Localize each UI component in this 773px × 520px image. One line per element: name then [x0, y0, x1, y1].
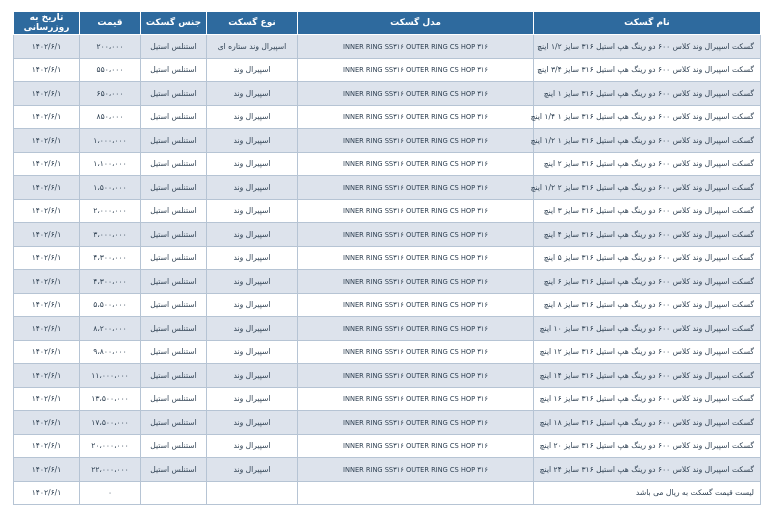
price-table-container	[13, 11, 760, 505]
cell-model	[298, 481, 534, 505]
cell-name: گسکت اسپیرال وند کلاس ۶۰۰ دو رینگ هپ استیل ۳۱۶ سایز ۵ اینچ	[534, 246, 761, 270]
cell-date: ۱۴۰۲/۶/۱	[14, 387, 80, 411]
table-row	[14, 458, 761, 482]
table-row	[14, 223, 761, 247]
cell-date: ۱۴۰۲/۶/۱	[14, 364, 80, 388]
cell-model: INNER RING SS۳۱۶ OUTER RING CS HOP ۳۱۶	[298, 364, 534, 388]
cell-model: INNER RING SS۳۱۶ OUTER RING CS HOP ۳۱۶	[298, 82, 534, 106]
cell-type: اسپیرال وند	[207, 176, 298, 200]
cell-type: اسپیرال وند	[207, 293, 298, 317]
cell-date: ۱۴۰۲/۶/۱	[14, 129, 80, 153]
cell-type: اسپیرال وند	[207, 129, 298, 153]
cell-date: ۱۴۰۲/۶/۱	[14, 82, 80, 106]
cell-date: ۱۴۰۲/۶/۱	[14, 340, 80, 364]
cell-name: گسکت اسپیرال وند کلاس ۶۰۰ دو رینگ هپ استیل ۳۱۶ سایز ۱ اینچ	[534, 82, 761, 106]
cell-model: INNER RING SS۳۱۶ OUTER RING CS HOP ۳۱۶	[298, 199, 534, 223]
cell-date: ۱۴۰۲/۶/۱	[14, 270, 80, 294]
cell-date: ۱۴۰۲/۶/۱	[14, 317, 80, 341]
cell-type: اسپیرال وند	[207, 246, 298, 270]
cell-date: ۱۴۰۲/۶/۱	[14, 199, 80, 223]
cell-model: INNER RING SS۳۱۶ OUTER RING CS HOP ۳۱۶	[298, 223, 534, 247]
cell-date: ۱۴۰۲/۶/۱	[14, 176, 80, 200]
cell-material: استنلس استیل	[141, 340, 207, 364]
cell-price: ۱،۰۰۰،۰۰۰	[80, 129, 141, 153]
cell-price: ۵۵۰،۰۰۰	[80, 58, 141, 82]
cell-model: INNER RING SS۳۱۶ OUTER RING CS HOP ۳۱۶	[298, 270, 534, 294]
table-row	[14, 199, 761, 223]
cell-model: INNER RING SS۳۱۶ OUTER RING CS HOP ۳۱۶	[298, 458, 534, 482]
cell-type: اسپیرال وند	[207, 434, 298, 458]
cell-price: ۴،۳۰۰،۰۰۰	[80, 270, 141, 294]
cell-model: INNER RING SS۳۱۶ OUTER RING CS HOP ۳۱۶	[298, 387, 534, 411]
cell-name: گسکت اسپیرال وند کلاس ۶۰۰ دو رینگ هپ استیل ۳۱۶ سایز ۲۰ اینچ	[534, 434, 761, 458]
cell-type: اسپیرال وند	[207, 364, 298, 388]
cell-material: استنلس استیل	[141, 35, 207, 59]
cell-model: INNER RING SS۳۱۶ OUTER RING CS HOP ۳۱۶	[298, 434, 534, 458]
cell-material: استنلس استیل	[141, 246, 207, 270]
cell-model: INNER RING SS۳۱۶ OUTER RING CS HOP ۳۱۶	[298, 340, 534, 364]
cell-type: اسپیرال وند	[207, 270, 298, 294]
cell-date: ۱۴۰۲/۶/۱	[14, 434, 80, 458]
cell-price: ۹،۸۰۰،۰۰۰	[80, 340, 141, 364]
cell-price: ۴،۳۰۰،۰۰۰	[80, 246, 141, 270]
cell-price: ۱۱،۰۰۰،۰۰۰	[80, 364, 141, 388]
cell-date: ۱۴۰۲/۶/۱	[14, 105, 80, 129]
table-row	[14, 82, 761, 106]
cell-model: INNER RING SS۳۱۶ OUTER RING CS HOP ۳۱۶	[298, 152, 534, 176]
table-row	[14, 35, 761, 59]
cell-price: ۱،۵۰۰،۰۰۰	[80, 176, 141, 200]
header-name: نام گسکت	[534, 12, 761, 35]
cell-price: ۲۲،۰۰۰،۰۰۰	[80, 458, 141, 482]
cell-type: اسپیرال وند	[207, 223, 298, 247]
cell-material: استنلس استیل	[141, 434, 207, 458]
cell-name: گسکت اسپیرال وند کلاس ۶۰۰ دو رینگ هپ استیل ۳۱۶ سایز ۱ ۱/۲ اینچ	[534, 129, 761, 153]
cell-model: INNER RING SS۳۱۶ OUTER RING CS HOP ۳۱۶	[298, 411, 534, 435]
cell-material	[141, 481, 207, 505]
table-row	[14, 129, 761, 153]
cell-date: ۱۴۰۲/۶/۱	[14, 58, 80, 82]
cell-material: استنلس استیل	[141, 199, 207, 223]
cell-price: ۱۷،۵۰۰،۰۰۰	[80, 411, 141, 435]
header-type: نوع گسکت	[207, 12, 298, 35]
cell-date: ۱۴۰۲/۶/۱	[14, 223, 80, 247]
table-header-row	[14, 12, 761, 35]
cell-name: گسکت اسپیرال وند کلاس ۶۰۰ دو رینگ هپ استیل ۳۱۶ سایز ۱۰ اینچ	[534, 317, 761, 341]
cell-name: گسکت اسپیرال وند کلاس ۶۰۰ دو رینگ هپ استیل ۳۱۶ سایز ۶ اینچ	[534, 270, 761, 294]
cell-material: استنلس استیل	[141, 387, 207, 411]
cell-name: گسکت اسپیرال وند کلاس ۶۰۰ دو رینگ هپ استیل ۳۱۶ سایز ۱۸ اینچ	[534, 411, 761, 435]
cell-date: ۱۴۰۲/۶/۱	[14, 411, 80, 435]
cell-type: اسپیرال وند	[207, 340, 298, 364]
cell-price: ۶۵۰،۰۰۰	[80, 82, 141, 106]
cell-date: ۱۴۰۲/۶/۱	[14, 481, 80, 505]
cell-name: گسکت اسپیرال وند کلاس ۶۰۰ دو رینگ هپ استیل ۳۱۶ سایز ۴ اینچ	[534, 223, 761, 247]
cell-model: INNER RING SS۳۱۶ OUTER RING CS HOP ۳۱۶	[298, 176, 534, 200]
cell-name: گسکت اسپیرال وند کلاس ۶۰۰ دو رینگ هپ استیل ۳۱۶ سایز ۱ ۱/۴ اینچ	[534, 105, 761, 129]
header-model: مدل گسکت	[298, 12, 534, 35]
cell-price: ۰	[80, 481, 141, 505]
table-row	[14, 434, 761, 458]
cell-material: استنلس استیل	[141, 82, 207, 106]
table-row	[14, 293, 761, 317]
cell-name: گسکت اسپیرال وند کلاس ۶۰۰ دو رینگ هپ استیل ۳۱۶ سایز ۱۶ اینچ	[534, 387, 761, 411]
table-row	[14, 176, 761, 200]
cell-type: اسپیرال وند	[207, 317, 298, 341]
cell-price: ۲۰۰،۰۰۰	[80, 35, 141, 59]
cell-material: استنلس استیل	[141, 58, 207, 82]
cell-model: INNER RING SS۳۱۶ OUTER RING CS HOP ۳۱۶	[298, 293, 534, 317]
cell-type: اسپیرال وند	[207, 58, 298, 82]
cell-material: استنلس استیل	[141, 152, 207, 176]
cell-material: استنلس استیل	[141, 270, 207, 294]
table-row	[14, 152, 761, 176]
table-row	[14, 270, 761, 294]
cell-material: استنلس استیل	[141, 458, 207, 482]
cell-material: استنلس استیل	[141, 129, 207, 153]
cell-type: اسپیرال وند	[207, 458, 298, 482]
cell-type: اسپیرال وند	[207, 152, 298, 176]
table-body	[14, 35, 761, 505]
cell-material: استنلس استیل	[141, 411, 207, 435]
cell-name: گسکت اسپیرال وند کلاس ۶۰۰ دو رینگ هپ استیل ۳۱۶ سایز ۳/۴ اینچ	[534, 58, 761, 82]
cell-price: ۵،۵۰۰،۰۰۰	[80, 293, 141, 317]
cell-name: گسکت اسپیرال وند کلاس ۶۰۰ دو رینگ هپ استیل ۳۱۶ سایز ۲۴ اینچ	[534, 458, 761, 482]
cell-date: ۱۴۰۲/۶/۱	[14, 293, 80, 317]
cell-material: استنلس استیل	[141, 364, 207, 388]
header-material: جنس گسکت	[141, 12, 207, 35]
cell-name: گسکت اسپیرال وند کلاس ۶۰۰ دو رینگ هپ استیل ۳۱۶ سایز ۱۲ اینچ	[534, 340, 761, 364]
cell-date: ۱۴۰۲/۶/۱	[14, 246, 80, 270]
cell-price: ۳،۰۰۰،۰۰۰	[80, 223, 141, 247]
table-row	[14, 105, 761, 129]
header-date: تاریخ به روزرسانی	[14, 12, 80, 35]
table-row	[14, 411, 761, 435]
cell-type: اسپیرال وند	[207, 199, 298, 223]
cell-model: INNER RING SS۳۱۶ OUTER RING CS HOP ۳۱۶	[298, 129, 534, 153]
table-row	[14, 58, 761, 82]
cell-name: گسکت اسپیرال وند کلاس ۶۰۰ دو رینگ هپ استیل ۳۱۶ سایز ۱۴ اینچ	[534, 364, 761, 388]
cell-date: ۱۴۰۲/۶/۱	[14, 152, 80, 176]
cell-material: استنلس استیل	[141, 176, 207, 200]
cell-date: ۱۴۰۲/۶/۱	[14, 35, 80, 59]
cell-material: استنلس استیل	[141, 293, 207, 317]
cell-material: استنلس استیل	[141, 317, 207, 341]
cell-price: ۲،۰۰۰،۰۰۰	[80, 199, 141, 223]
table-row	[14, 364, 761, 388]
cell-price: ۸۵۰،۰۰۰	[80, 105, 141, 129]
cell-model: INNER RING SS۳۱۶ OUTER RING CS HOP ۳۱۶	[298, 105, 534, 129]
gasket-price-table	[13, 11, 761, 505]
cell-type	[207, 481, 298, 505]
cell-type: اسپیرال وند	[207, 411, 298, 435]
table-row	[14, 246, 761, 270]
cell-type: اسپیرال وند ستاره ای	[207, 35, 298, 59]
cell-name: گسکت اسپیرال وند کلاس ۶۰۰ دو رینگ هپ استیل ۳۱۶ سایز ۸ اینچ	[534, 293, 761, 317]
cell-name: گسکت اسپیرال وند کلاس ۶۰۰ دو رینگ هپ استیل ۳۱۶ سایز ۲ ۱/۲ اینچ	[534, 176, 761, 200]
cell-name: گسکت اسپیرال وند کلاس ۶۰۰ دو رینگ هپ استیل ۳۱۶ سایز ۱/۲ اینچ	[534, 35, 761, 59]
cell-type: اسپیرال وند	[207, 387, 298, 411]
table-row	[14, 340, 761, 364]
cell-price: ۱،۱۰۰،۰۰۰	[80, 152, 141, 176]
cell-model: INNER RING SS۳۱۶ OUTER RING CS HOP ۳۱۶	[298, 246, 534, 270]
cell-price: ۲۰،۰۰۰،۰۰۰	[80, 434, 141, 458]
cell-price: ۱۳،۵۰۰،۰۰۰	[80, 387, 141, 411]
cell-name: گسکت اسپیرال وند کلاس ۶۰۰ دو رینگ هپ استیل ۳۱۶ سایز ۳ اینچ	[534, 199, 761, 223]
cell-model: INNER RING SS۳۱۶ OUTER RING CS HOP ۳۱۶	[298, 35, 534, 59]
header-price: قیمت	[80, 12, 141, 35]
cell-model: INNER RING SS۳۱۶ OUTER RING CS HOP ۳۱۶	[298, 317, 534, 341]
cell-model: INNER RING SS۳۱۶ OUTER RING CS HOP ۳۱۶	[298, 58, 534, 82]
cell-name: گسکت اسپیرال وند کلاس ۶۰۰ دو رینگ هپ استیل ۳۱۶ سایز ۲ اینچ	[534, 152, 761, 176]
table-row	[14, 317, 761, 341]
cell-type: اسپیرال وند	[207, 105, 298, 129]
cell-date: ۱۴۰۲/۶/۱	[14, 458, 80, 482]
cell-type: اسپیرال وند	[207, 82, 298, 106]
cell-price: ۸،۲۰۰،۰۰۰	[80, 317, 141, 341]
table-row	[14, 387, 761, 411]
cell-name: لیست قیمت گسکت به ریال می باشد	[534, 481, 761, 505]
cell-material: استنلس استیل	[141, 223, 207, 247]
cell-material: استنلس استیل	[141, 105, 207, 129]
table-row	[14, 481, 761, 505]
